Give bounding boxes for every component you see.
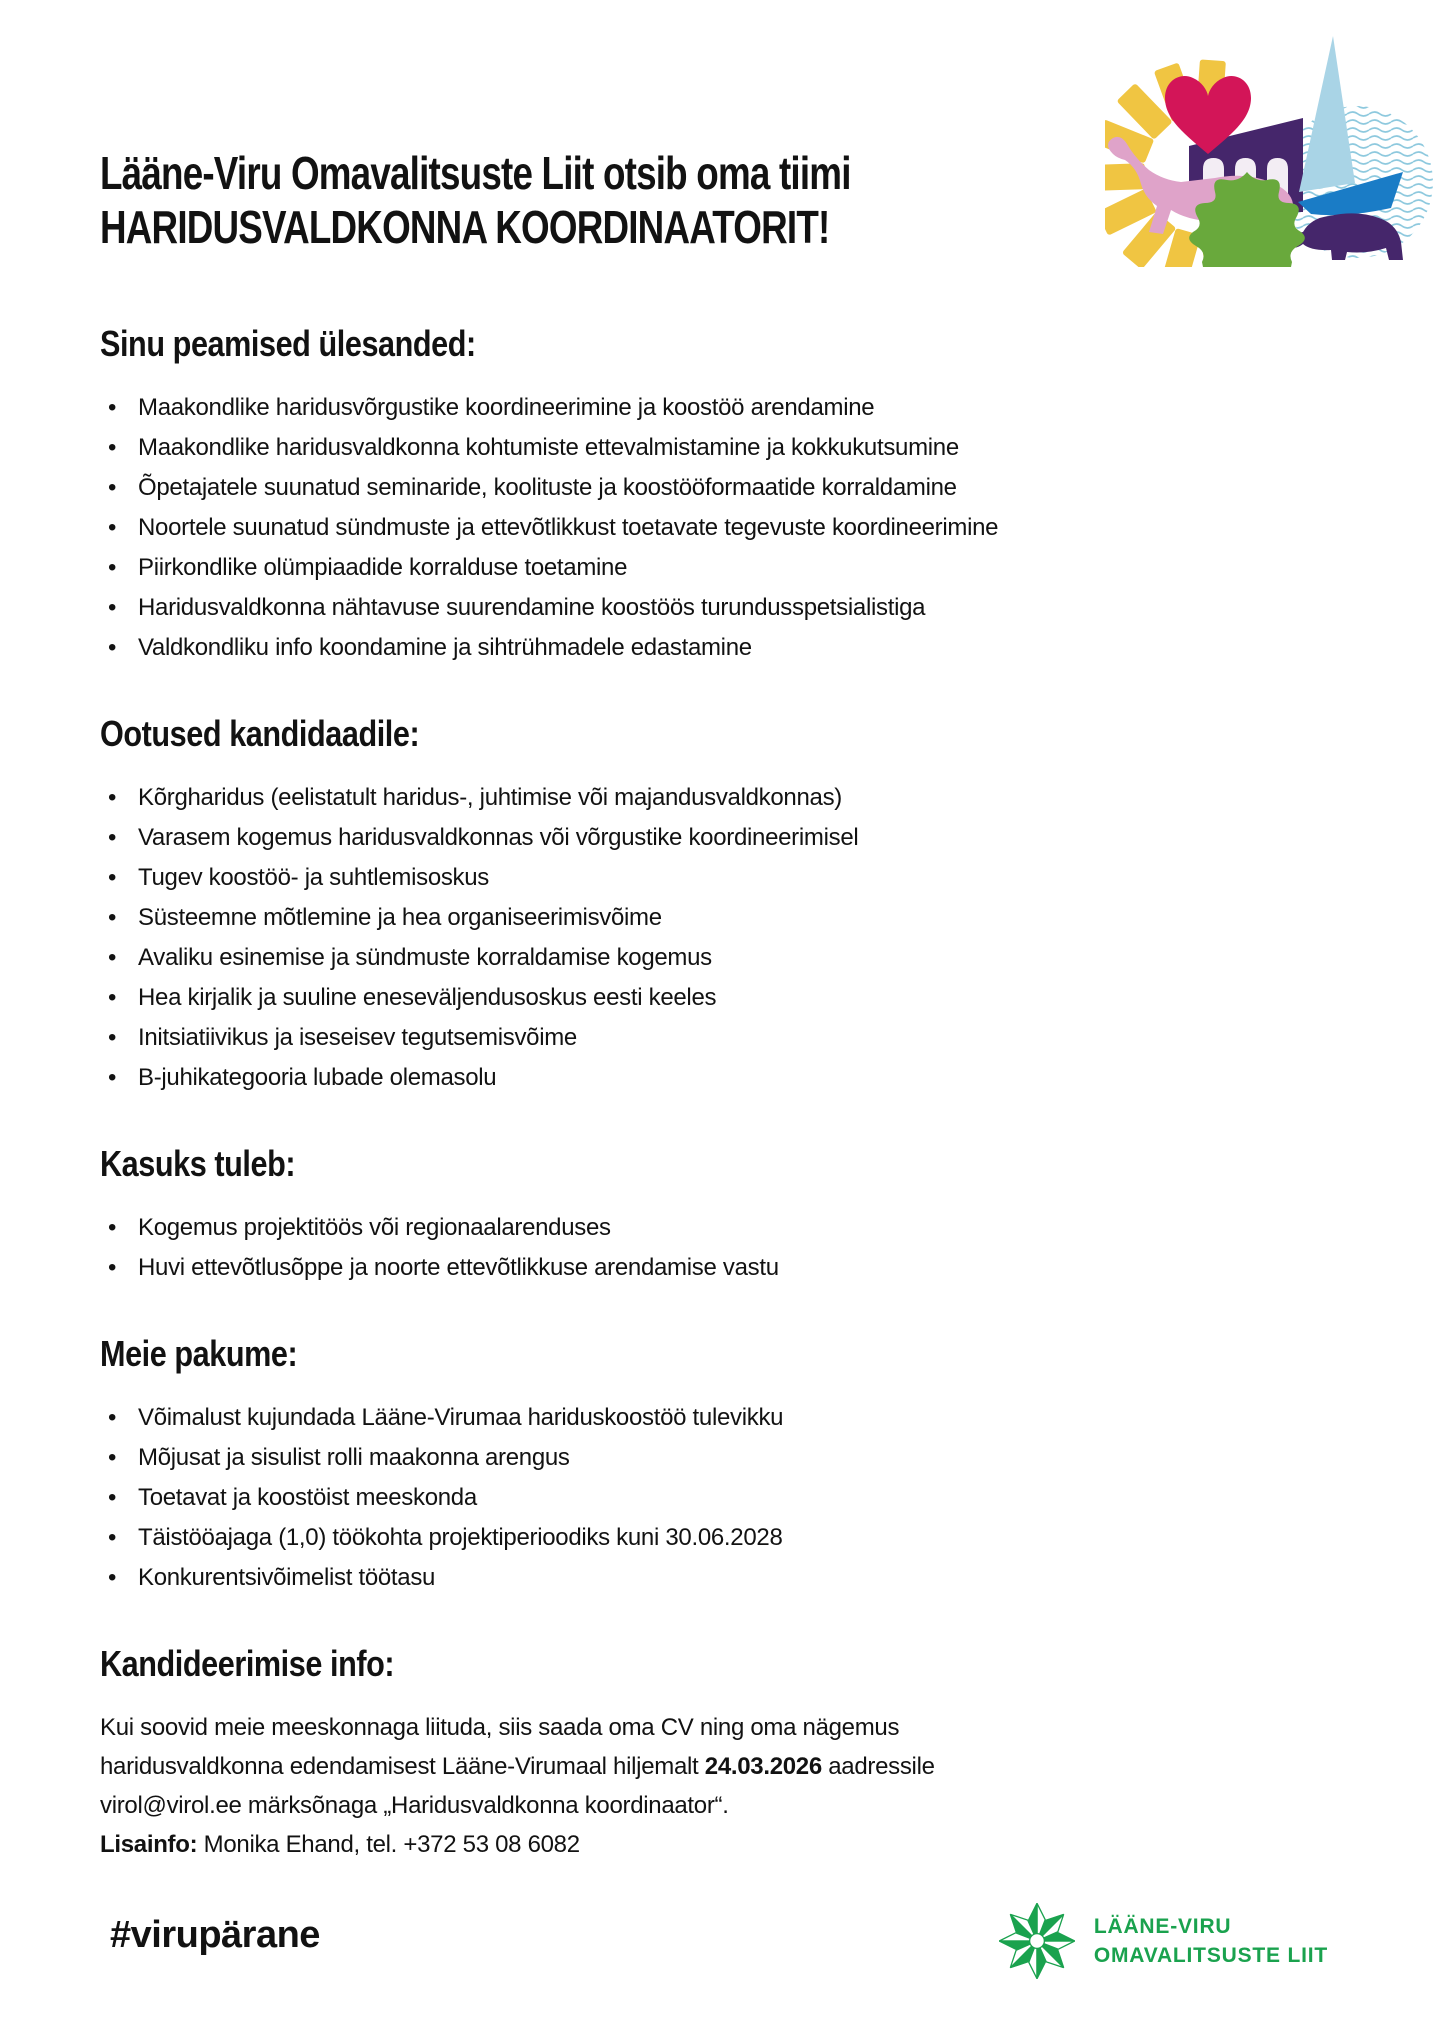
list-item: • Piirkondlike olümpiaadide korralduse toetamine — [100, 548, 1443, 588]
list-item: • Hea kirjalik ja suuline eneseväljendusoskus eesti keeles — [100, 978, 1443, 1018]
footer — [110, 1900, 1328, 1982]
info-text-segment: aadressile — [821, 1753, 935, 1780]
organization-logo — [996, 1900, 1328, 1982]
bullet-list — [100, 1398, 1443, 1598]
lisainfo-label: Lisainfo: — [100, 1831, 198, 1858]
list-item: • Initsiatiivikus ja iseseisev tegutsemisvõime — [100, 1018, 1443, 1058]
organization-name-line2: OMAVALITSUSTE LIIT — [1093, 1944, 1328, 1967]
section-heading: Ootused kandidaadile: — [100, 713, 420, 754]
section-offer — [0, 1334, 1443, 1598]
info-text-segment: haridusvaldkonna edendamisest Lääne-Virumaal hiljemalt — [100, 1753, 705, 1780]
list-item: • Konkurentsivõimelist töötasu — [100, 1558, 1443, 1598]
section-tasks — [0, 324, 1443, 668]
list-item: • Kõrgharidus (eelistatult haridus-, juhtimise või majandusvaldkonnas) — [100, 778, 1443, 818]
organization-name-line1: LÄÄNE-VIRU — [1093, 1915, 1232, 1938]
section-heading: Meie pakume: — [100, 1333, 298, 1374]
list-item: • Täistööajaga (1,0) töökohta projektiperioodiks kuni 30.06.2028 — [100, 1518, 1443, 1558]
list-item: • Maakondlike haridusvõrgustike koordineerimine ja koostöö arendamine — [100, 388, 1443, 428]
list-item: • Noortele suunatud sündmuste ja ettevõtlikkust toetavate tegevuste koordineerimine — [100, 508, 1443, 548]
organization-name — [1094, 1912, 1328, 1970]
info-line — [100, 1747, 1443, 1786]
info-line-email: virol@virol.ee märksõnaga „Haridusvaldkonna koordinaator“. — [100, 1792, 729, 1819]
page-title-line2: HARIDUSVALDKONNA KOORDINAATORIT! — [100, 201, 830, 253]
list-item: • Süsteemne mõtlemine ja hea organiseerimisvõime — [100, 898, 1443, 938]
section-heading: Sinu peamised ülesanded: — [100, 323, 476, 364]
list-item: • Tugev koostöö- ja suhtlemisoskus — [100, 858, 1443, 898]
hero-collage-illustration — [1105, 22, 1435, 267]
eight-point-star-icon — [996, 1900, 1078, 1982]
list-item: • Mõjusat ja sisulist rolli maakonna arengus — [100, 1438, 1443, 1478]
bullet-list — [100, 778, 1443, 1098]
section-expectations — [0, 714, 1443, 1098]
section-advantages — [0, 1144, 1443, 1288]
bullet-list — [100, 1208, 1443, 1288]
list-item: • Õpetajatele suunatud seminaride, koolituste ja koostööformaatide korraldamine — [100, 468, 1443, 508]
info-line: Kui soovid meie meeskonnaga liituda, siis saada oma CV ning oma nägemus — [100, 1714, 900, 1741]
page-title-line1: Lääne-Viru Omavalitsuste Liit otsib oma tiimi — [100, 147, 851, 199]
list-item: • Valdkondliku info koondamine ja sihtrühmadele edastamine — [100, 628, 1443, 668]
bullet-list — [100, 388, 1443, 668]
list-item: • Avaliku esinemise ja sündmuste korraldamise kogemus — [100, 938, 1443, 978]
section-application-info — [0, 1644, 1443, 1864]
list-item: • Toetavat ja koostöist meeskonda — [100, 1478, 1443, 1518]
info-line-contact — [100, 1825, 1443, 1864]
section-heading: Kandideerimise info: — [100, 1643, 395, 1684]
contact-details: Monika Ehand, tel. +372 53 08 6082 — [197, 1831, 580, 1858]
section-heading: Kasuks tuleb: — [100, 1143, 296, 1184]
list-item: • Kogemus projektitöös või regionaalarenduses — [100, 1208, 1443, 1248]
list-item: • Varasem kogemus haridusvaldkonnas või võrgustike koordineerimisel — [100, 818, 1443, 858]
list-item: • Võimalust kujundada Lääne-Virumaa hariduskoostöö tulevikku — [100, 1398, 1443, 1438]
deadline-date: 24.03.2026 — [704, 1753, 822, 1780]
list-item: • Maakondlike haridusvaldkonna kohtumiste ettevalmistamine ja kokkukutsumine — [100, 428, 1443, 468]
list-item: • B-juhikategooria lubade olemasolu — [100, 1058, 1443, 1098]
list-item: • Haridusvaldkonna nähtavuse suurendamine koostöös turundusspetsialistiga — [100, 588, 1443, 628]
list-item: • Huvi ettevõtlusõppe ja noorte ettevõtlikkuse arendamise vastu — [100, 1248, 1443, 1288]
hashtag-viruparane: #virupärane — [110, 1914, 320, 1956]
application-info-text — [100, 1708, 1443, 1864]
